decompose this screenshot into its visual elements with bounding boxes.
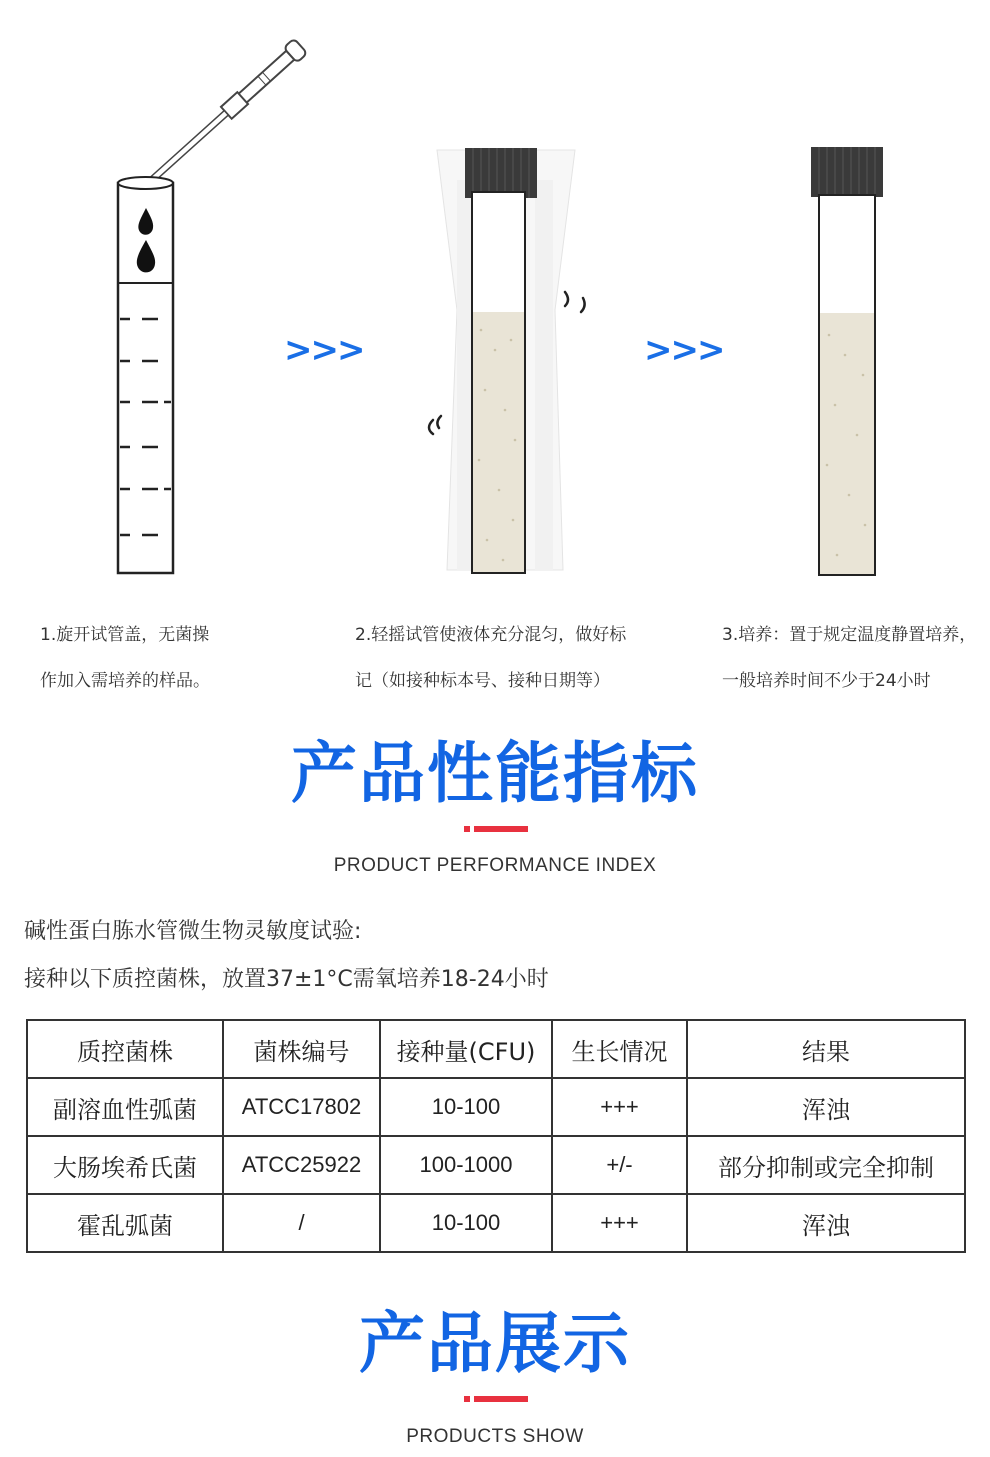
- test-description: 碱性蛋白胨水管微生物灵敏度试验:: [24, 919, 362, 944]
- step-2-line-2: 记（如接种标本号、接种日期等）: [355, 671, 610, 691]
- growth-cell: +++: [552, 1194, 687, 1252]
- table-row: [27, 1078, 965, 1136]
- strain-code-cell: ATCC25922: [223, 1136, 380, 1194]
- header-cell: 质控菌株: [27, 1020, 223, 1078]
- strain-name-cell: 大肠埃希氏菌: [27, 1136, 223, 1194]
- strain-name-cell: 霍乱弧菌: [27, 1194, 223, 1252]
- step-1-line-2: 作加入需培养的样品。: [40, 671, 210, 691]
- title-divider: [474, 826, 528, 832]
- step-2-caption: [355, 612, 626, 704]
- header-cell: 生长情况: [552, 1020, 687, 1078]
- table-row: [27, 1136, 965, 1194]
- strain-name-cell: 副溶血性弧菌: [27, 1078, 223, 1136]
- step-2-line-1: 2.轻摇试管使液体充分混匀，做好标: [355, 625, 627, 645]
- header-cell: 菌株编号: [223, 1020, 380, 1078]
- title-divider-dot: [464, 826, 470, 832]
- header-cell: 结果: [687, 1020, 965, 1078]
- step-3-line-2: 一般培养时间不少于24小时: [722, 671, 931, 691]
- table-row: [27, 1194, 965, 1252]
- products-show-subtitle: PRODUCTS SHOW: [406, 1426, 584, 1447]
- result-cell: 浑浊: [687, 1078, 965, 1136]
- step-1-caption: [40, 612, 210, 704]
- growth-cell: +++: [552, 1078, 687, 1136]
- shaking-tube-illustration: [415, 140, 595, 580]
- performance-subtitle: PRODUCT PERFORMANCE INDEX: [333, 855, 657, 876]
- strain-code-cell: ATCC17802: [223, 1078, 380, 1136]
- table-header-row: [27, 1020, 965, 1078]
- result-cell: 部分抑制或完全抑制: [687, 1136, 965, 1194]
- header-cell: 接种量(CFU): [380, 1020, 552, 1078]
- culture-tube-illustration: [805, 145, 895, 585]
- next-step-arrows: >>>: [284, 330, 364, 370]
- dropper-tube-illustration: [100, 28, 320, 588]
- pipette-icon: [130, 38, 307, 200]
- inoculum-cell: 10-100: [380, 1194, 552, 1252]
- performance-table: [26, 1019, 966, 1253]
- step-3-caption: [722, 612, 976, 704]
- growth-cell: +/-: [552, 1136, 687, 1194]
- strain-code-cell: /: [223, 1194, 380, 1252]
- step-1-line-1: 1.旋开试管盖，无菌操: [40, 625, 210, 645]
- title-divider: [474, 1396, 528, 1402]
- inoculum-cell: 100-1000: [380, 1136, 552, 1194]
- result-cell: 浑浊: [687, 1194, 965, 1252]
- products-show-title: 产品展示: [359, 1305, 631, 1382]
- step-3-line-1: 3.培养：置于规定温度静置培养，: [722, 625, 977, 645]
- performance-title: 产品性能指标: [291, 735, 699, 812]
- culture-conditions: 接种以下质控菌株，放置37±1°C需氧培养18-24小时: [24, 967, 549, 992]
- next-step-arrows: >>>: [644, 330, 724, 370]
- title-divider-dot: [464, 1396, 470, 1402]
- inoculum-cell: 10-100: [380, 1078, 552, 1136]
